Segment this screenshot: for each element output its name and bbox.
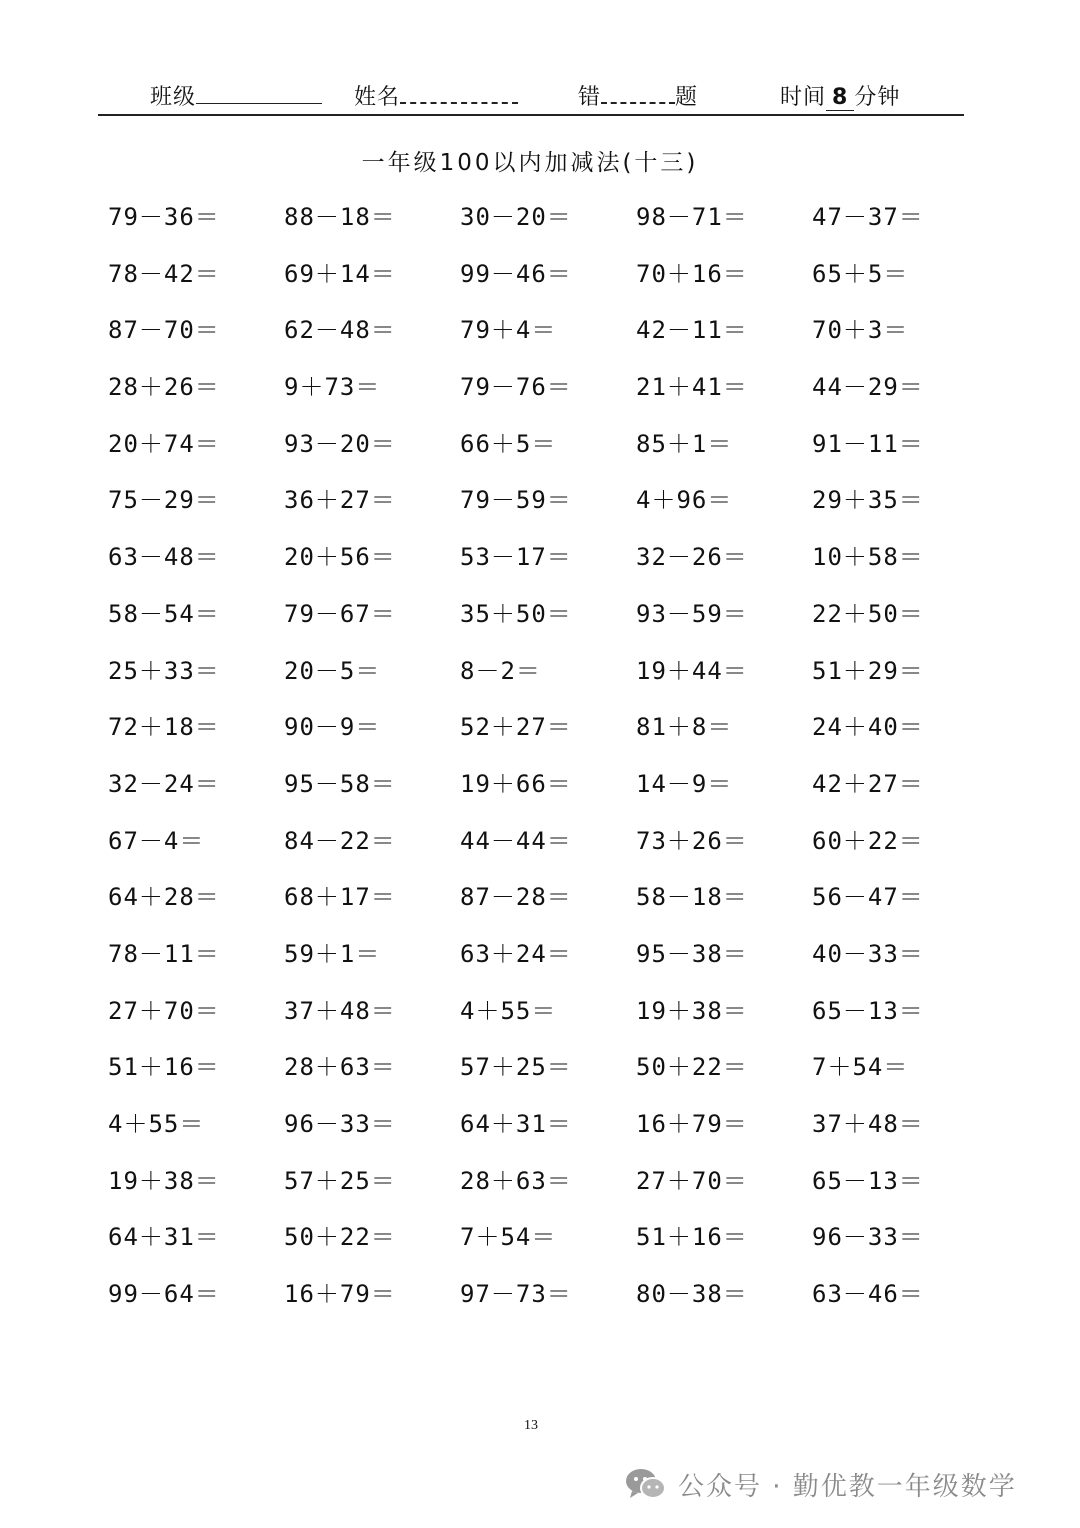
class-label: 班级 <box>150 85 197 110</box>
arithmetic-problem: 19＋38＝ <box>636 996 748 1025</box>
arithmetic-problem: 58－18＝ <box>636 883 748 912</box>
arithmetic-problem: 64＋28＝ <box>108 883 220 912</box>
arithmetic-problem: 88－18＝ <box>284 203 396 231</box>
arithmetic-problem: 96－33＝ <box>284 1110 396 1138</box>
time-field <box>780 80 900 111</box>
arithmetic-problem: 66＋5＝ <box>460 429 557 458</box>
arithmetic-problem: 19＋44＝ <box>636 656 748 685</box>
watermark <box>624 1464 1017 1504</box>
arithmetic-problem: 44－44＝ <box>460 826 572 855</box>
arithmetic-problem: 96－33＝ <box>812 1223 924 1252</box>
arithmetic-problem: 20＋56＝ <box>284 543 396 572</box>
watermark-text: 公众号 · 勤优教一年级数学 <box>678 1471 1017 1502</box>
arithmetic-problem: 21＋41＝ <box>636 373 748 402</box>
arithmetic-problem: 7＋54＝ <box>812 1053 909 1082</box>
arithmetic-problem: 16＋79＝ <box>284 1280 396 1309</box>
arithmetic-problem: 80－38＝ <box>636 1280 748 1309</box>
arithmetic-problem: 73＋26＝ <box>636 826 748 855</box>
wrong-suffix: 题 <box>675 85 699 110</box>
arithmetic-problem: 65－13＝ <box>812 996 924 1025</box>
arithmetic-problem: 67－4＝ <box>108 826 205 855</box>
arithmetic-problem: 59＋1＝ <box>284 939 381 968</box>
arithmetic-problem: 51＋16＝ <box>636 1223 748 1252</box>
arithmetic-problem: 93－20＝ <box>284 429 396 458</box>
arithmetic-problem: 19＋66＝ <box>460 769 572 798</box>
arithmetic-problem: 87－28＝ <box>460 883 572 912</box>
arithmetic-problem: 70＋3＝ <box>812 316 909 345</box>
worksheet-header <box>98 70 964 116</box>
arithmetic-problem: 65＋5＝ <box>812 259 909 288</box>
arithmetic-problem: 22＋50＝ <box>812 599 924 628</box>
arithmetic-problem: 28＋26＝ <box>108 373 220 402</box>
arithmetic-problem: 93－59＝ <box>636 599 748 628</box>
arithmetic-problem: 58－54＝ <box>108 599 220 628</box>
arithmetic-problem: 32－26＝ <box>636 543 748 572</box>
arithmetic-problem: 53－17＝ <box>460 543 572 572</box>
arithmetic-problem: 4＋55＝ <box>108 1110 205 1138</box>
arithmetic-problem: 91－11＝ <box>812 429 924 458</box>
arithmetic-problem: 62－48＝ <box>284 316 396 345</box>
arithmetic-problem: 87－70＝ <box>108 316 220 345</box>
arithmetic-problem: 57＋25＝ <box>460 1053 572 1082</box>
arithmetic-problem: 78－42＝ <box>108 259 220 288</box>
worksheet-title: 一年级100以内加减法(十三) <box>361 150 699 176</box>
wrong-label: 错 <box>578 85 602 110</box>
arithmetic-problem: 24＋40＝ <box>812 713 924 742</box>
arithmetic-problem: 10＋58＝ <box>812 543 924 572</box>
wrong-blank <box>601 84 675 104</box>
arithmetic-problem: 72＋18＝ <box>108 713 220 742</box>
arithmetic-problem: 50＋22＝ <box>636 1053 748 1082</box>
arithmetic-problem: 4＋96＝ <box>636 486 733 515</box>
arithmetic-problem: 64＋31＝ <box>108 1223 220 1252</box>
arithmetic-problem: 85＋1＝ <box>636 429 733 458</box>
arithmetic-problem: 78－11＝ <box>108 939 220 968</box>
wechat-icon <box>624 1467 668 1501</box>
arithmetic-problem: 95－38＝ <box>636 939 748 968</box>
arithmetic-problem: 47－37＝ <box>812 203 924 231</box>
arithmetic-problem: 44－29＝ <box>812 373 924 402</box>
arithmetic-problem: 84－22＝ <box>284 826 396 855</box>
arithmetic-problem: 9＋73＝ <box>284 373 381 402</box>
arithmetic-problem: 51＋16＝ <box>108 1053 220 1082</box>
arithmetic-problem: 81＋8＝ <box>636 713 733 742</box>
arithmetic-problem: 20＋74＝ <box>108 429 220 458</box>
class-field <box>150 80 322 111</box>
arithmetic-problem: 37＋48＝ <box>284 996 396 1025</box>
arithmetic-problem: 4＋55＝ <box>460 996 557 1025</box>
wrong-field <box>578 80 698 111</box>
arithmetic-problem: 68＋17＝ <box>284 883 396 912</box>
arithmetic-problem: 40－33＝ <box>812 939 924 968</box>
arithmetic-problem: 65－13＝ <box>812 1166 924 1195</box>
arithmetic-problem: 28＋63＝ <box>284 1053 396 1082</box>
arithmetic-problem: 79＋4＝ <box>460 316 557 345</box>
arithmetic-problem: 42＋27＝ <box>812 769 924 798</box>
name-label: 姓名 <box>354 85 401 110</box>
arithmetic-problem: 95－58＝ <box>284 769 396 798</box>
class-blank <box>196 85 322 104</box>
arithmetic-problem: 20－5＝ <box>284 656 381 685</box>
arithmetic-problem: 16＋79＝ <box>636 1110 748 1138</box>
arithmetic-problem: 29＋35＝ <box>812 486 924 515</box>
arithmetic-problem: 69＋14＝ <box>284 259 396 288</box>
arithmetic-problem: 7＋54＝ <box>460 1223 557 1252</box>
arithmetic-problem: 63＋24＝ <box>460 939 572 968</box>
arithmetic-problem: 60＋22＝ <box>812 826 924 855</box>
arithmetic-problem: 30－20＝ <box>460 203 572 231</box>
arithmetic-problem: 97－73＝ <box>460 1280 572 1309</box>
arithmetic-problem: 79－59＝ <box>460 486 572 515</box>
arithmetic-problem: 99－64＝ <box>108 1280 220 1309</box>
arithmetic-problem: 14－9＝ <box>636 769 733 798</box>
arithmetic-problem: 90－9＝ <box>284 713 381 742</box>
arithmetic-problem: 79－36＝ <box>108 203 220 231</box>
arithmetic-problem: 37＋48＝ <box>812 1110 924 1138</box>
arithmetic-problem: 63－46＝ <box>812 1280 924 1309</box>
name-blank <box>400 84 518 104</box>
page-number: 13 <box>524 1418 538 1433</box>
arithmetic-problem: 56－47＝ <box>812 883 924 912</box>
arithmetic-problem: 27＋70＝ <box>636 1166 748 1195</box>
arithmetic-problem: 51＋29＝ <box>812 656 924 685</box>
arithmetic-problem: 25＋33＝ <box>108 656 220 685</box>
arithmetic-problem: 63－48＝ <box>108 543 220 572</box>
arithmetic-problem: 19＋38＝ <box>108 1166 220 1195</box>
arithmetic-problem: 79－67＝ <box>284 599 396 628</box>
arithmetic-problem: 50＋22＝ <box>284 1223 396 1252</box>
arithmetic-problem: 27＋70＝ <box>108 996 220 1025</box>
arithmetic-problem: 36＋27＝ <box>284 486 396 515</box>
time-unit: 分钟 <box>854 85 901 110</box>
arithmetic-problem: 35＋50＝ <box>460 599 572 628</box>
arithmetic-problem: 32－24＝ <box>108 769 220 798</box>
arithmetic-problem: 8－2＝ <box>460 656 541 685</box>
arithmetic-problem: 98－71＝ <box>636 203 748 231</box>
name-field <box>354 80 518 111</box>
arithmetic-problem: 99－46＝ <box>460 259 572 288</box>
time-value: 8 <box>826 85 854 111</box>
arithmetic-problem: 75－29＝ <box>108 486 220 515</box>
arithmetic-problem: 64＋31＝ <box>460 1110 572 1138</box>
arithmetic-problem: 57＋25＝ <box>284 1166 396 1195</box>
arithmetic-problem: 28＋63＝ <box>460 1166 572 1195</box>
arithmetic-problem: 79－76＝ <box>460 373 572 402</box>
arithmetic-problem: 42－11＝ <box>636 316 748 345</box>
time-label: 时间 <box>780 85 827 110</box>
arithmetic-problem: 70＋16＝ <box>636 259 748 288</box>
arithmetic-problem: 52＋27＝ <box>460 713 572 742</box>
problem-grid <box>108 198 1008 1332</box>
